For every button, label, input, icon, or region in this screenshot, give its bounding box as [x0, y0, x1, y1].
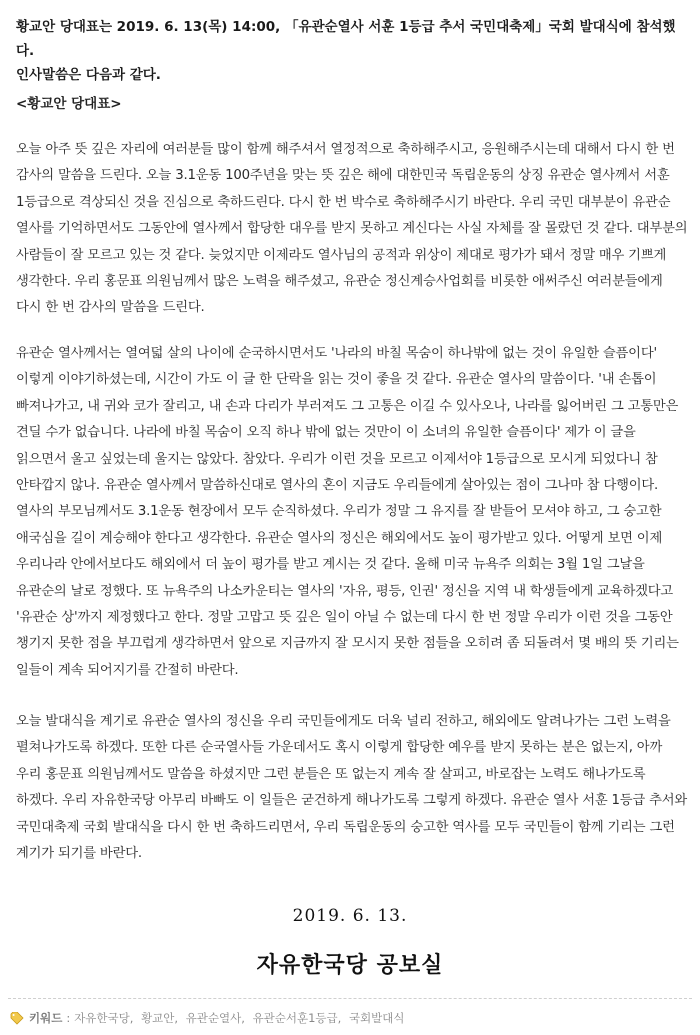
release-date: 2019. 6. 13.	[292, 906, 408, 926]
keywords-bar	[10, 1010, 405, 1026]
keyword-link[interactable]: 국회발대식	[348, 1011, 405, 1025]
lead-line-2: 인사말씀은 다음과 같다.	[16, 67, 161, 83]
keyword-link[interactable]: 유관순서훈1등급	[252, 1011, 338, 1025]
issuing-office: 자유한국당 공보실	[256, 953, 444, 978]
lead-line-1: 황교안 당대표는 2019. 6. 13(목) 14:00, 「유관순열사 서훈 1등급 추서 국민대축제」국회 발대식에 참석했다.	[16, 19, 676, 59]
lead-text	[16, 15, 688, 87]
keyword-list: 자유한국당, 황교안, 유관순열사, 유관순서훈1등급, 국회발대식	[74, 1011, 405, 1025]
keywords-label: 키워드	[29, 1011, 63, 1025]
keyword-link[interactable]: 황교안	[141, 1011, 175, 1025]
keyword-link[interactable]: 유관순열사	[185, 1011, 242, 1025]
tag-icon	[10, 1012, 24, 1025]
speech-paragraph-3: 오늘 발대식을 계기로 유관순 열사의 정신을 우리 국민들에게도 더욱 널리 전하고, 해외에도 알려나가는 그런 노력을 펼쳐나가도록 하겠다. 또한 다른 순국열사들 가운데서도 혹시 이렇게 합당한 예우를 받지 못하는 분은 없는지, 아까 우리 홍문표 의원님께서도 말씀을 하셨지만 그런 분들은 또 없는지 계속 잘 살피고, 바로잡는 노력도 해나가도록 하겠다. 우리 자유한국당 아무리 바빠도 이 일들은 굳건하게 해나가도록 그렇게 하겠다. 유관순 열사 서훈 1등급 추서와 국민대축제 국회 발대식을 다시 한 번 축하드리면서, 우리 독립운동의 숭고한 역사를 모두 국민들이 함께 기리는 그런 계기가 되기를 바란다.	[16, 714, 688, 862]
speech-paragraph-2: 유관순 열사께서는 열여덟 살의 나이에 순국하시면서도 '나라의 바칠 목숨이 하나밖에 없는 것이 유일한 슬픔이다' 이렇게 이야기하셨는데, 시간이 가도 이 글 한 단락을 읽는 것이 좋을 것 같다. 유관순 열사의 말씀이다. '내 손톱이 빠져나가고, 내 귀와 코가 잘리고, 내 손과 다리가 부러져도 그 고통은 이길 수 있사오나, 나라를 잃어버린 그 고통만은 견딜 수가 없습니다. 나라에 바칠 목숨이 오직 하나 밖에 없는 것만이 이 소녀의 유일한 슬픔이다' 제가 이 글을 읽으면서 울고 싶었는데 울지는 않았다. 참았다. 우리가 이런 것을 모르고 이제서야 1등급으로 모시게 되었다니 참 안타깝지 않나. 유관순 열사께서 말씀하신대로 열사의 혼이 지금도 우리들에게 살아있는 점이 그나마 참 다행이다. 열사의 부모님께서도 3.1운동 현장에서 모두 순직하셨다. 우리가 정말 그 유지를 잘 받들어 모셔야 하고, 그 숭고한 애국심을 길이 계승해야 한다고 생각한다. 유관순 열사의 정신은 해외에서도 높이 평가받고 있다. 어떻게 보면 이제 우리나라 안에서보다도 해외에서 더 높이 평가를 받고 계시는 것 같다. 올해 미국 뉴욕주 의회는 3월 1일 그날을 유관순의 날로 정했다. 또 뉴욕주의 나소카운티는 열사의 '자유, 평등, 인권' 정신을 지역 내 학생들에게 교육하겠다고 '유관순 상'까지 제정했다고 한다. 정말 고맙고 뜻 깊은 일이 아닐 수 없는데 다시 한 번 정말 우리가 이런 것을 그동안 챙기지 못한 점을 부끄럽게 생각하면서 앞으로 지금까지 잘 모시지 못한 점들을 오히려 좀 되돌려서 몇 배의 뜻 기리는 일들이 계속 되어지기를 간절히 바란다.	[16, 346, 679, 678]
footer-divider	[8, 998, 692, 999]
keyword-link[interactable]: 자유한국당	[74, 1011, 130, 1025]
speaker-heading: <황교안 당대표>	[16, 96, 122, 112]
keywords-separator: :	[66, 1011, 71, 1025]
speech-paragraph-1: 오늘 아주 뜻 깊은 자리에 여러분들 많이 함께 해주셔서 열정적으로 축하해주시고, 응원해주시는데 대해서 다시 한 번 감사의 말씀을 드린다. 오늘 3.1운동 100주년을 맞는 뜻 깊은 해에 대한민국 독립운동의 상징 유관순 열사께서 서훈 1등급으로 격상되신 것을 진심으로 축하드린다. 다시 한 번 박수로 축하해주시기 바란다. 우리 국민 대부분이 유관순 열사를 기억하면서도 그동안에 열사께서 합당한 대우를 받지 못하고 계신다는 사실 자체를 잘 몰랐던 것 같다. 대부분의 사람들이 잘 모르고 있는 것 같다. 늦었지만 이제라도 열사님의 공적과 위상이 제대로 평가가 돼서 정말 매우 기쁘게 생각한다. 우리 홍문표 의원님께서 많은 노력을 해주셨고, 유관순 정신계승사업회를 비롯한 애써주신 여러분들에게 다시 한 번 감사의 말씀을 드린다.	[16, 142, 688, 316]
